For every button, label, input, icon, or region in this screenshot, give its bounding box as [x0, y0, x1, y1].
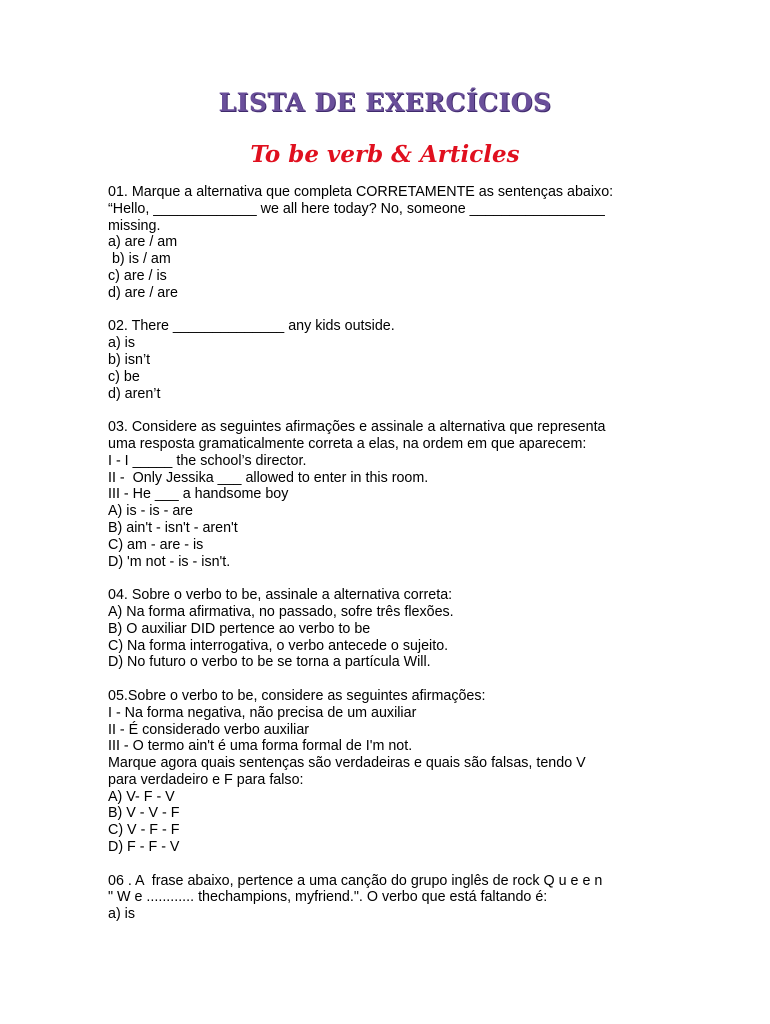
question-line: B) V - V - F	[108, 805, 180, 822]
question-line: A) is - is - are	[108, 503, 193, 520]
question-1	[108, 184, 668, 302]
question-line: D) F - F - V	[108, 839, 180, 856]
question-text: 02. There ______________ any kids outside.	[108, 318, 395, 335]
question-line: a) is	[108, 906, 136, 923]
question-line: Marque agora quais sentenças são verdadeiras e quais são falsas, tendo V	[108, 755, 586, 772]
question-line: B) ain't - isn't - aren't	[108, 519, 238, 536]
question-line: " W e ............ thechampions, myfriend.". O verbo que está faltando é:	[108, 889, 548, 906]
question-line: A) V- F - V	[108, 788, 175, 805]
question-line: missing.	[108, 217, 161, 234]
question-line: uma resposta gramaticalmente correta a elas, na ordem em que aparecem:	[108, 435, 587, 452]
question-line: b) isn’t	[108, 351, 151, 368]
question-line: c) be	[108, 368, 140, 385]
question-6	[108, 873, 668, 923]
question-line: a) is	[108, 335, 136, 352]
question-2	[108, 318, 668, 402]
question-text: 01. Marque a alternativa que completa CORRETAMENTE as sentenças abaixo:	[108, 184, 614, 200]
question-line: para verdadeiro e F para falso:	[108, 771, 304, 788]
question-line: I - Na forma negativa, não precisa de um auxiliar	[108, 704, 417, 721]
question-line: C) Na forma interrogativa, o verbo antecede o sujeito.	[108, 637, 449, 654]
page-subtitle: To be verb & Articles	[250, 141, 520, 168]
question-line: D) No futuro o verbo to be se torna a partícula Will.	[108, 654, 431, 671]
question-text: 05.Sobre o verbo to be, considere as seguintes afirmações:	[108, 687, 486, 704]
question-text: 04. Sobre o verbo to be, assinale a alternativa correta:	[108, 587, 453, 604]
question-line: “Hello, _____________ we all here today? No, someone _________________	[108, 200, 605, 217]
question-line: d) are / are	[108, 284, 178, 301]
question-line: III - O termo ain't é uma forma formal de I'm not.	[108, 738, 413, 755]
question-line: C) V - F - F	[108, 822, 180, 839]
question-line: a) are / am	[108, 234, 178, 251]
question-line: III - He ___ a handsome boy	[108, 486, 289, 503]
question-line: II - É considerado verbo auxiliar	[108, 721, 310, 738]
question-line: I - I _____ the school’s director.	[108, 452, 307, 469]
questions-list	[108, 184, 668, 940]
question-line: d) aren’t	[108, 385, 161, 402]
question-line: B) O auxiliar DID pertence ao verbo to be	[108, 620, 371, 637]
question-5	[108, 688, 668, 856]
question-line: C) am - are - is	[108, 536, 204, 553]
question-line: II - Only Jessika ___ allowed to enter in this room.	[108, 469, 429, 486]
question-4	[108, 587, 668, 671]
question-line: A) Na forma afirmativa, no passado, sofre três flexões.	[108, 603, 454, 620]
question-line: b) is / am	[108, 251, 171, 268]
question-line: D) 'm not - is - isn't.	[108, 553, 231, 570]
page-title: LISTA DE EXERCÍCIOS	[218, 88, 552, 117]
question-text: 03. Considere as seguintes afirmações e assinale a alternativa que representa	[108, 419, 606, 436]
question-text: 06 . A frase abaixo, pertence a uma canção do grupo inglês de rock Q u e e n	[108, 872, 603, 889]
question-line: c) are / is	[108, 267, 167, 284]
question-3	[108, 419, 668, 570]
